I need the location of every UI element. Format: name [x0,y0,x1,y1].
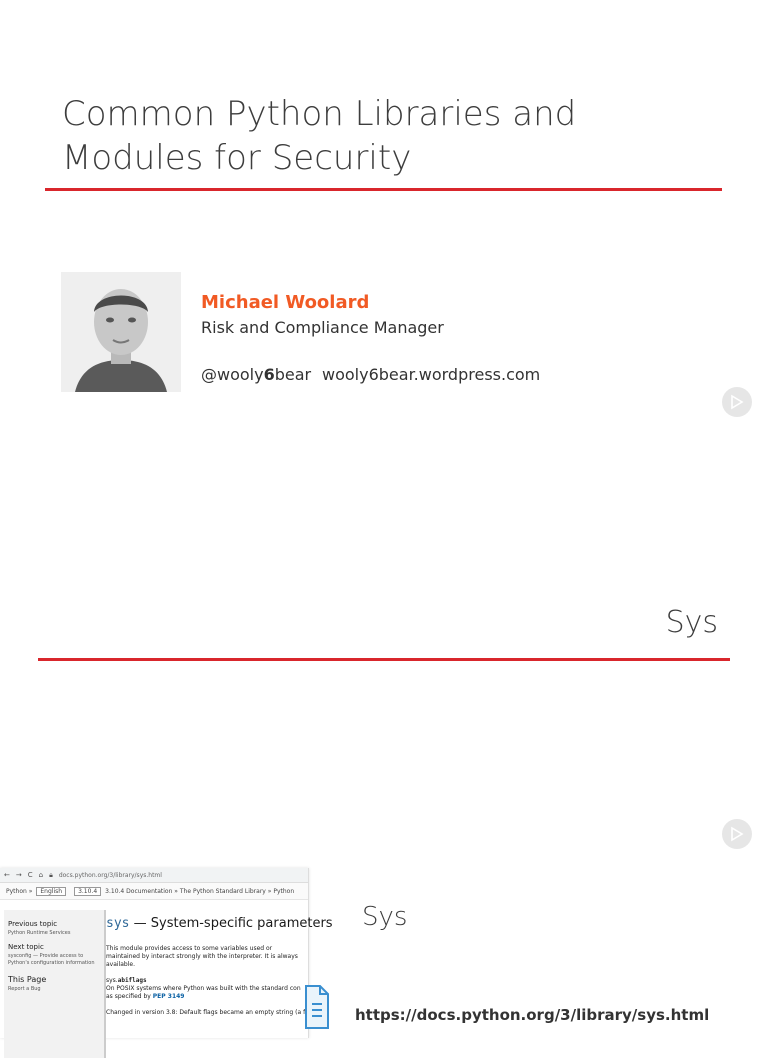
browser-url: docs.python.org/3/library/sys.html [58,871,162,879]
language-select: English [36,887,66,896]
title-slide [0,0,768,430]
content-slide [0,860,768,1024]
twitter-handle [201,365,311,384]
docs-changed: Changed in version 3.8: Default flags became an empty string (a f [106,1009,306,1016]
docs-url-link[interactable]: https://docs.python.org/3/library/sys.html [355,1006,710,1024]
file-icon [304,984,330,1032]
reload-icon: C [27,871,33,879]
play-icon [729,394,745,410]
lock-icon: 🔒︎ [49,870,53,879]
pep-link: PEP 3149 [152,993,185,1000]
attr-prefix: sys. [106,977,118,984]
browser-toolbar [0,868,308,883]
nav-python: Python » [6,887,33,895]
docs-attr [106,977,306,1001]
handle-bold: 6 [263,365,275,384]
previous-topic-label: Previous topic [8,920,58,928]
docs-heading [106,916,333,931]
next-topic: sysconfig — Provide access to Python's configuration information [8,953,95,966]
presenter-name: Michael Woolard [201,292,370,313]
previous-topic: Python Runtime Services [8,930,71,936]
handle-prefix: @wooly [201,365,264,384]
home-icon: ⌂ [38,871,44,879]
handle-suffix: bear [274,365,312,384]
back-icon: ← [4,871,10,879]
section-title: Sys [665,605,718,640]
presenter-role: Risk and Compliance Manager [201,318,444,337]
play-button[interactable] [722,387,752,417]
slide-title: Common Python Libraries and Modules for Security [62,94,577,178]
forward-icon: → [15,871,22,879]
docs-sidebar [4,910,106,1058]
attr-name: abiflags [117,977,147,984]
title-divider [45,188,722,191]
section-divider [38,658,730,661]
docs-intro: This module provides access to some variables used or maintained by interact strongly with the interpreter. It is always available. [106,945,298,968]
this-page-item: Report a Bug [8,986,41,992]
docs-heading-mono: sys [106,916,130,931]
version-select: 3.10.4 [74,887,101,896]
docs-main [106,916,333,1025]
play-button[interactable] [722,819,752,849]
docs-heading-text: — System-specific parameters [129,916,333,931]
section-slide [0,430,768,860]
blog-url: wooly6bear.wordpress.com [322,365,541,384]
slide-heading: Sys [362,902,408,932]
next-topic-label: Next topic [8,943,44,951]
nav-breadcrumbs: 3.10.4 Documentation » The Python Standard Library » Python [105,887,295,895]
docs-screenshot [0,868,333,1038]
attr-desc: On POSIX systems where Python was built with the standard con as specified by [106,985,301,1000]
play-icon [729,826,745,842]
docs-navbar [0,883,308,900]
this-page-label: This Page [8,975,47,984]
presenter-avatar [61,272,181,392]
